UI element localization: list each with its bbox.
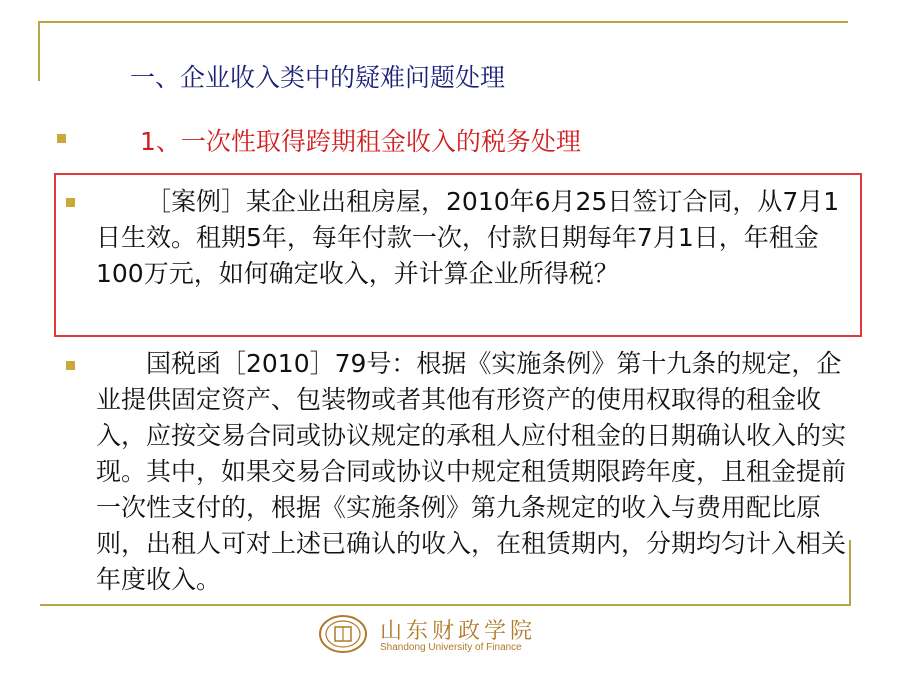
frame-right-line xyxy=(849,540,851,606)
university-logo xyxy=(318,612,608,662)
frame-left-line xyxy=(38,21,40,81)
slide-title: 一、企业收入类中的疑难问题处理 xyxy=(130,63,506,92)
slide-subtitle: 1、一次性取得跨期租金收入的税务处理 xyxy=(140,127,581,156)
bullet-icon xyxy=(57,134,66,143)
seal-icon xyxy=(318,614,368,654)
frame-top-line xyxy=(38,21,848,23)
case-paragraph xyxy=(96,184,846,292)
bullet-icon xyxy=(66,361,75,370)
frame-bottom-line xyxy=(40,604,850,606)
logo-name-cn: 山东财政学院 xyxy=(380,619,537,644)
logo-name-en: Shandong University of Finance xyxy=(380,642,522,653)
ruling-text: 国税函［2010］79号：根据《实施条例》第十九条的规定，企业提供固定资产、包装物或者其他有形资产的使用权取得的租金收入，应按交易合同或协议规定的承租人应付租金的日期确认收入的实现。其中，如果交易合同或协议中规定租赁期限跨年度，且租金提前一次性支付的，根据《实施条例》第九条规定的收入与费用配比原则，出租人可对上述已确认的收入，在租赁期内，分期均匀计入相关年度收入。 xyxy=(96,349,847,594)
bullet-icon xyxy=(66,198,75,207)
ruling-paragraph xyxy=(96,346,846,598)
case-text: ［案例］某企业出租房屋，2010年6月25日签订合同，从7月1日生效。租期5年，每年付款一次，付款日期每年7月1日，年租金100万元，如何确定收入，并计算企业所得税？ xyxy=(96,187,840,288)
